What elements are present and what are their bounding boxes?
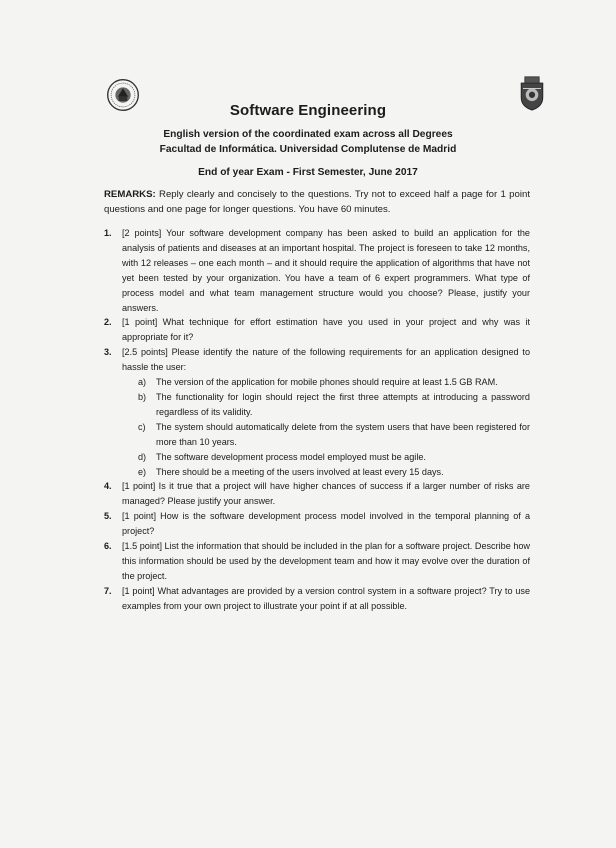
question-number: 2.: [104, 317, 112, 328]
item-letter: c): [138, 421, 146, 432]
item-text: The functionality for login should reject the first three attempts at introducing a password regardless of its validity.: [156, 391, 530, 417]
question-text: [1.5 point] List the information that should be included in the plan for a software project. Describe how this information should be used by the development team and how it may evolve over the duration of the project.: [122, 541, 530, 581]
question-text: [1 point] Is it true that a project will have higher chances of success if a larger number of risks are managed? Please justify your answer.: [122, 481, 530, 507]
question-6: [104, 539, 530, 584]
question-1: [104, 226, 530, 315]
remarks-label: REMARKS:: [104, 189, 156, 200]
question-number: 6.: [104, 541, 112, 552]
question-3: [104, 345, 530, 375]
question-5: [104, 509, 530, 539]
question-4: [104, 479, 530, 509]
remarks-paragraph: [104, 187, 530, 217]
question-text: [2 points] Your software development company has been asked to build an application for the analysis of patients and diseases at an important hospital. The project is foreseen to take 12 months, with 12 releases – one each month – and it should require the application of algorithms that have not yet been tested by your organization. You have a team of 6 expert programmers. What type of process model and what team management structure would you choose? Please, justify your answers.: [122, 228, 530, 313]
question-number: 1.: [104, 228, 112, 238]
question-list: [104, 226, 530, 614]
requirement-item-a: [138, 375, 530, 390]
item-letter: d): [138, 451, 147, 462]
item-letter: b): [138, 391, 147, 402]
question-number: 5.: [104, 511, 112, 522]
question-text: [1 point] How is the software development process model involved in the temporal planning of a project?: [122, 511, 530, 537]
question-text: [1 point] What technique for effort estimation have you used in your project and why was it appropriate for it?: [122, 317, 530, 343]
question-text: [2.5 points] Please identify the nature of the following requirements for an application designed to hassle the user:: [122, 347, 530, 373]
subtitle-english-version: English version of the coordinated exam across all Degrees: [163, 129, 453, 140]
requirement-item-b: [138, 390, 530, 420]
item-text: The system should automatically delete from the system users that have been registered for more than 10 years.: [156, 421, 530, 447]
question-2: [104, 315, 530, 345]
question-text: [1 point] What advantages are provided by a version control system in a software project? Try to use examples from your own project to illustrate your point if at all possible.: [122, 585, 530, 611]
exam-session-line: End of year Exam - First Semester, June 2017: [198, 167, 418, 178]
requirement-item-d: [138, 450, 530, 465]
item-text: The software development process model employed must be agile.: [156, 451, 426, 462]
remarks-text: Reply clearly and concisely to the questions. Try not to exceed half a page for 1 point questions and one page for longer questions. You have 60 minutes.: [104, 189, 530, 215]
exam-title: Software Engineering: [229, 102, 387, 119]
item-letter: e): [138, 466, 147, 477]
question-number: 3.: [104, 347, 112, 358]
requirement-item-e: [138, 465, 530, 480]
question-3-items: [104, 375, 530, 479]
question-number: 7.: [104, 585, 112, 596]
item-text: The version of the application for mobile phones should require at least 1.5 GB RAM.: [156, 377, 498, 388]
item-text: There should be a meeting of the users involved at least every 15 days.: [156, 466, 444, 477]
item-letter: a): [138, 377, 147, 388]
question-number: 4.: [104, 481, 112, 492]
question-7: [104, 584, 530, 614]
subtitle-faculty: Facultad de Informática. Universidad Complutense de Madrid: [159, 144, 457, 155]
requirement-item-c: [138, 420, 530, 450]
